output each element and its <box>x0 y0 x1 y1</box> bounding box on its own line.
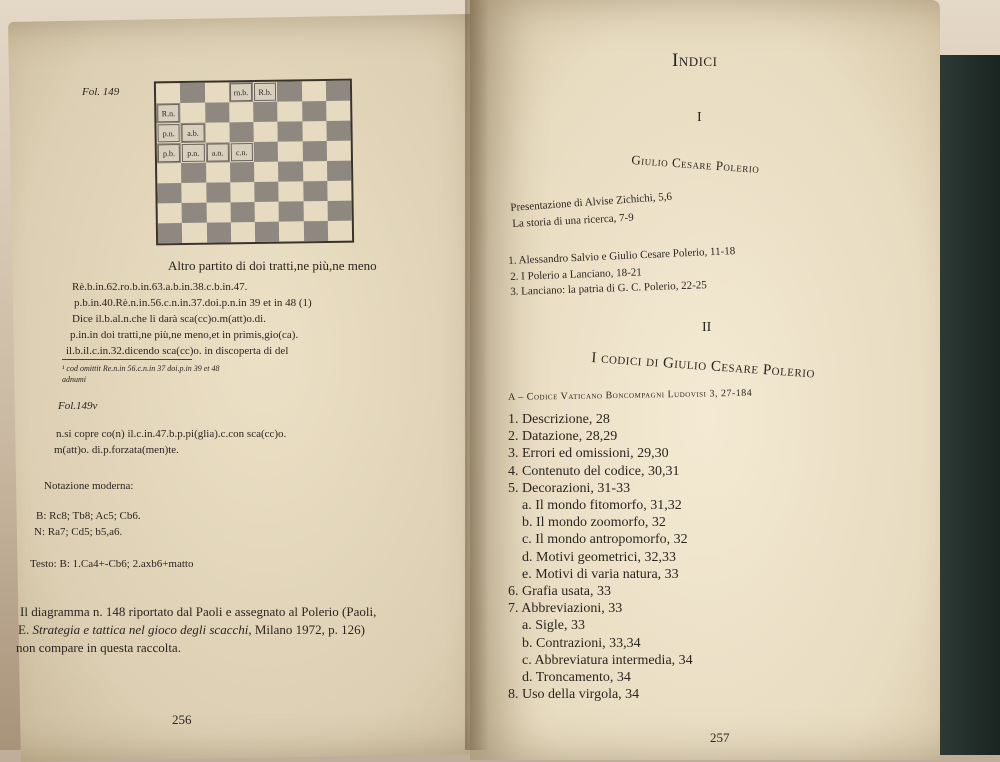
board-square <box>182 183 207 203</box>
board-square <box>157 143 182 163</box>
chess-piece-label: a.b. <box>182 124 204 142</box>
board-square <box>206 222 231 242</box>
chess-piece-label: p.b. <box>158 144 180 162</box>
board-square <box>255 222 280 242</box>
diagram-caption: Altro partito di doi tratti,ne più,ne meno <box>168 258 377 273</box>
board-square <box>229 102 254 122</box>
board-square <box>326 121 351 141</box>
board-square <box>326 141 351 161</box>
chess-diagram <box>154 79 354 246</box>
toc-entry: d. Motivi geometrici, 32,33 <box>522 549 676 565</box>
board-square <box>158 223 183 243</box>
toc-entry: 2. I Polerio a Lanciano, 18-21 <box>510 266 642 283</box>
fol-label: Fol.149v <box>58 400 98 412</box>
board-square <box>303 201 328 221</box>
text-line: Rè.b.in.62.ro.b.in.63.a.b.in.38.c.b.in.47. <box>72 281 248 293</box>
para-suffix: Milano 1972, p. 126) <box>251 622 365 637</box>
chess-piece-label: p.n. <box>157 124 179 142</box>
toc-entry: 2. Datazione, 28,29 <box>508 429 618 445</box>
board-square <box>279 221 304 241</box>
paragraph-line <box>18 622 365 638</box>
codex-heading: A – Codice Vaticano Boncompagni Ludovisi 3, 27-184 <box>508 387 753 403</box>
text-line: p.b.in.40.Rè.n.in.56.c.n.in.37.doi.p.n.in 39 et in 48 (1) <box>74 297 312 309</box>
board-square <box>327 161 352 181</box>
board-square <box>229 142 254 162</box>
board-square <box>229 122 254 142</box>
board-square <box>303 181 328 201</box>
board-square <box>302 161 327 181</box>
chess-piece-label: a.n. <box>206 143 228 161</box>
toc-entry: e. Motivi di varia natura, 33 <box>522 566 679 582</box>
board-square <box>253 82 278 102</box>
board-square <box>230 162 255 182</box>
toc-entry: c. Abbreviatura intermedia, 34 <box>522 652 693 668</box>
board-square <box>278 161 303 181</box>
board-square <box>156 123 181 143</box>
board-square <box>205 142 230 162</box>
footnote: ¹ cod omittit Re.n.in 56.c.n.in 37 doi.p.in 39 et 48 <box>62 364 220 373</box>
board-square <box>279 181 304 201</box>
board-square <box>206 162 231 182</box>
toc-entry: La storia di una ricerca, 7-9 <box>512 211 635 230</box>
text-line: il.b.il.c.in.32.dicendo sca(cc)o. in discoperta di del <box>66 345 289 357</box>
board-square <box>253 122 278 142</box>
board-square <box>328 221 353 241</box>
section-title: Giulio Cesare Polerio <box>630 152 760 176</box>
board-square <box>206 182 231 202</box>
chess-piece-label: R.n. <box>157 104 179 122</box>
board-square <box>302 121 327 141</box>
toc-entry: 6. Grafia usata, 33 <box>508 584 612 599</box>
board-square <box>301 81 326 101</box>
board-square <box>206 202 231 222</box>
board-square <box>278 141 303 161</box>
notazione-label: Notazione moderna: <box>44 480 134 492</box>
toc-entry: Presentazione di Alvise Zichichi, 5,6 <box>510 190 673 214</box>
board-square <box>181 123 206 143</box>
footnote: adnumi <box>62 375 86 384</box>
page-heading: Indici <box>672 50 718 71</box>
board-square <box>182 203 207 223</box>
footnote-rule <box>62 359 192 360</box>
board-square <box>254 182 279 202</box>
board-square <box>158 203 183 223</box>
chess-piece-label: rn.b. <box>230 83 252 101</box>
board-square <box>181 143 206 163</box>
page-number-left: 256 <box>172 712 192 727</box>
text-line: Dice il.b.al.n.che li darà sca(cc)o.m(att)o.di. <box>72 313 266 325</box>
book-gutter <box>465 0 495 750</box>
toc-entry: 1. Descrizione, 28 <box>508 412 610 427</box>
toc-entry: 3. Lanciano: la patria di G. C. Polerio, 22-25 <box>510 279 708 298</box>
board-square <box>156 103 181 123</box>
board-square <box>180 103 205 123</box>
board-square <box>326 101 351 121</box>
board-square <box>254 162 279 182</box>
board-square <box>180 83 205 103</box>
toc-entry: b. Contrazioni, 33,34 <box>522 635 641 651</box>
text-line: m(att)o. di.p.forzata(men)te. <box>54 444 179 456</box>
board-square <box>181 163 206 183</box>
board-square <box>230 182 255 202</box>
board-square <box>157 183 182 203</box>
notazione-black: N: Ra7; Cd5; b5,a6. <box>34 526 123 538</box>
board-square <box>230 202 255 222</box>
board-square <box>327 181 352 201</box>
board-square <box>253 102 278 122</box>
toc-entry: 4. Contenuto del codice, 30,31 <box>508 463 680 479</box>
section-numeral: II <box>702 320 712 335</box>
board-square <box>255 202 280 222</box>
testo-line: Testo: B: 1.Ca4+-Cb6; 2.axb6+matto <box>30 558 194 570</box>
board-square <box>302 101 327 121</box>
section-numeral: I <box>697 110 702 125</box>
paragraph-line: Il diagramma n. 148 riportato dal Paoli e assegnato al Polerio (Paoli, <box>20 604 377 619</box>
board-square <box>254 142 279 162</box>
toc-entry: a. Sigle, 33 <box>522 618 585 634</box>
board-square <box>156 83 181 103</box>
toc-entry: c. Il mondo antropomorfo, 32 <box>522 532 688 548</box>
paragraph-line: non compare in questa raccolta. <box>16 640 181 655</box>
board-square <box>279 201 304 221</box>
text-line: n.si copre co(n) il.c.in.47.b.p.pi(glia).c.con sca(cc)o. <box>56 428 287 440</box>
board-square <box>277 101 302 121</box>
board-square <box>326 81 351 101</box>
board-square <box>327 201 352 221</box>
toc-entry: a. Il mondo fitomorfo, 31,32 <box>522 498 682 513</box>
chess-piece-label: p.n. <box>182 144 204 162</box>
text-line: p.in.in doi tratti,ne più,ne meno,et in primis,gio(ca). <box>70 329 299 341</box>
page-number-right: 257 <box>710 730 730 745</box>
toc-entry: 1. Alessandro Salvio e Giulio Cesare Polerio, 11-18 <box>508 245 736 267</box>
board-square <box>229 82 254 102</box>
chess-piece-label: c.n. <box>230 143 252 161</box>
toc-entry: 5. Decorazioni, 31-33 <box>508 480 631 496</box>
board-square <box>277 81 302 101</box>
board-square <box>231 222 256 242</box>
board-square <box>204 82 229 102</box>
fol-label: Fol. 149 <box>82 86 120 98</box>
para-prefix: E. <box>18 622 33 637</box>
toc-entry: d. Troncamento, 34 <box>522 670 631 685</box>
board-square <box>278 121 303 141</box>
notazione-white: B: Rc8; Tb8; Ac5; Cb6. <box>36 510 141 522</box>
board-square <box>205 102 230 122</box>
toc-entry: 3. Errori ed omissioni, 29,30 <box>508 446 669 462</box>
book-cover <box>940 55 1000 755</box>
board-square <box>182 223 207 243</box>
board-square <box>302 141 327 161</box>
board-square <box>157 163 182 183</box>
section-title: I codici di Giulio Cesare Polerio <box>590 350 816 382</box>
toc-entry: 7. Abbreviazioni, 33 <box>508 601 623 617</box>
board-square <box>303 221 328 241</box>
board-square <box>205 122 230 142</box>
toc-entry: 8. Uso della virgola, 34 <box>508 687 640 703</box>
toc-entry: b. Il mondo zoomorfo, 32 <box>522 515 666 531</box>
book-title: Strategia e tattica nel gioco degli scacchi, <box>32 622 252 637</box>
chess-piece-label: R.b. <box>254 83 276 101</box>
